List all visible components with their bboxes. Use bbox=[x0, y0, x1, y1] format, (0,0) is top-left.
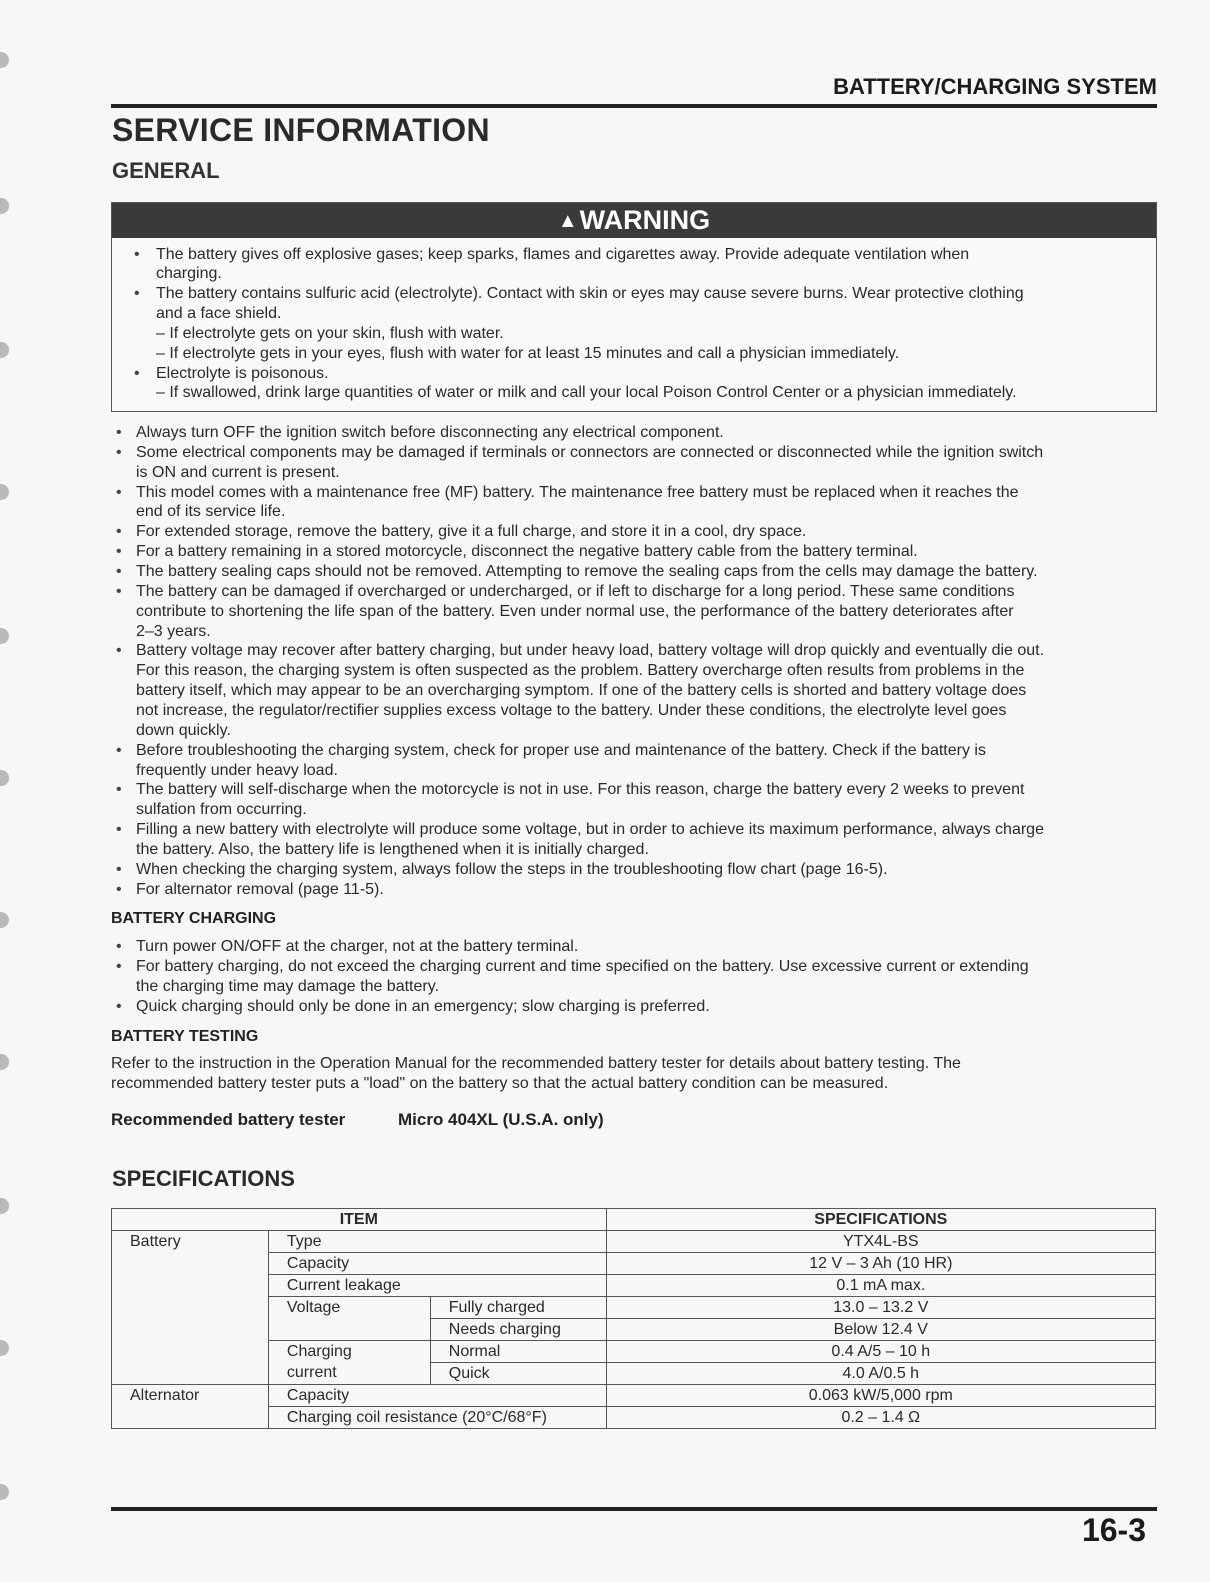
warning-line: The battery gives off explosive gases; keep sparks, flames and cigarettes away. Provide adequate ventilation when bbox=[156, 246, 970, 263]
note-line: Battery voltage may recover after battery charging, but under heavy load, battery voltage will drop quickly and eventually die out. bbox=[136, 642, 1045, 659]
charging-current-label-1: Charging bbox=[286, 1343, 352, 1360]
bullet-icon: • bbox=[116, 881, 122, 898]
bullet-icon: • bbox=[116, 563, 122, 580]
binder-hole bbox=[0, 770, 9, 786]
value-normal: 0.4 A/5 – 10 h bbox=[606, 1341, 1155, 1363]
bullet-icon: • bbox=[116, 742, 122, 759]
warning-box bbox=[111, 202, 1157, 412]
note-line: contribute to shortening the life span of the battery. Even under normal use, the performance of the battery deteriorates after bbox=[136, 603, 1014, 620]
note-line: sulfation from occurring. bbox=[136, 801, 307, 818]
item-type: Type bbox=[268, 1231, 606, 1253]
note-line: battery itself, which may appear to be an overcharging symptom. If one of the battery cells is shorted and battery voltage does bbox=[136, 682, 1027, 699]
value-type: YTX4L-BS bbox=[606, 1231, 1155, 1253]
tester-value: Micro 404XL (U.S.A. only) bbox=[398, 1110, 604, 1129]
binder-hole bbox=[0, 912, 9, 928]
table-row bbox=[112, 1385, 1156, 1407]
column-header-specifications: SPECIFICATIONS bbox=[606, 1209, 1155, 1231]
item-current-leakage: Current leakage bbox=[268, 1275, 606, 1297]
warning-banner bbox=[112, 203, 1156, 238]
bullet-icon: • bbox=[116, 642, 122, 659]
warning-line: Electrolyte is poisonous. bbox=[156, 365, 329, 382]
note-line: Always turn OFF the ignition switch before disconnecting any electrical component. bbox=[136, 424, 724, 441]
warning-line: – If electrolyte gets on your skin, flush with water. bbox=[156, 325, 504, 342]
value-alternator-capacity: 0.063 kW/5,000 rpm bbox=[606, 1385, 1155, 1407]
bullet-icon: • bbox=[116, 821, 122, 838]
value-charging-coil-resistance: 0.2 – 1.4 Ω bbox=[606, 1407, 1155, 1429]
item-normal: Normal bbox=[430, 1341, 606, 1363]
table-row bbox=[112, 1231, 1156, 1253]
note-line: This model comes with a maintenance free (MF) battery. The maintenance free battery must be replaced when it reaches the bbox=[136, 484, 1019, 501]
warning-line: – If electrolyte gets in your eyes, flush with water for at least 15 minutes and call a physician immediately. bbox=[156, 345, 900, 362]
bullet-icon: • bbox=[134, 365, 140, 382]
note-line: frequently under heavy load. bbox=[136, 762, 338, 779]
note-line: not increase, the regulator/rectifier supplies excess voltage to the battery. Under these conditions, the electrolyte level goes bbox=[136, 702, 1007, 719]
testing-line: Refer to the instruction in the Operation Manual for the recommended battery tester for details about battery testing. The bbox=[111, 1055, 961, 1072]
warning-line: charging. bbox=[156, 265, 222, 282]
bullet-icon: • bbox=[134, 246, 140, 263]
binder-hole bbox=[0, 342, 9, 358]
table-header-row bbox=[112, 1209, 1156, 1231]
item-quick: Quick bbox=[430, 1363, 606, 1385]
bullet-icon: • bbox=[116, 583, 122, 600]
note-line: The battery can be damaged if overcharged or undercharged, or if left to discharge for a long period. These same conditions bbox=[136, 583, 1015, 600]
value-current-leakage: 0.1 mA max. bbox=[606, 1275, 1155, 1297]
section-title: BATTERY/CHARGING SYSTEM bbox=[833, 74, 1157, 99]
binder-hole bbox=[0, 198, 9, 214]
charging-current-label-2: current bbox=[286, 1364, 337, 1381]
page-number: 16-3 bbox=[1081, 1512, 1146, 1548]
bullet-icon: • bbox=[116, 958, 122, 975]
specifications-table bbox=[111, 1208, 1156, 1429]
binder-hole bbox=[0, 1340, 9, 1356]
note-line: For alternator removal (page 11-5). bbox=[136, 881, 384, 898]
note-line: When checking the charging system, always follow the steps in the troubleshooting flow chart (page 16-5). bbox=[136, 861, 888, 878]
table-row bbox=[112, 1297, 1156, 1319]
binder-hole bbox=[0, 628, 9, 644]
item-fully-charged: Fully charged bbox=[430, 1297, 606, 1319]
table-row bbox=[112, 1253, 1156, 1275]
table-row bbox=[112, 1275, 1156, 1297]
binder-hole bbox=[0, 1484, 9, 1500]
bullet-icon: • bbox=[116, 998, 122, 1015]
note-line: down quickly. bbox=[136, 722, 231, 739]
item-charging-current bbox=[268, 1341, 430, 1385]
warning-line: The battery contains sulfuric acid (electrolyte). Contact with skin or eyes may cause severe burns. Wear protective clothing bbox=[156, 285, 1024, 302]
bullet-icon: • bbox=[116, 543, 122, 560]
note-line: For extended storage, remove the battery, give it a full charge, and store it in a cool, dry space. bbox=[136, 523, 807, 540]
note-line: end of its service life. bbox=[136, 503, 286, 520]
column-header-item: ITEM bbox=[112, 1209, 607, 1231]
value-fully-charged: 13.0 – 13.2 V bbox=[606, 1297, 1155, 1319]
note-line: 2–3 years. bbox=[136, 623, 211, 640]
bullet-icon: • bbox=[116, 861, 122, 878]
note-line: For this reason, the charging system is often suspected as the problem. Battery overcharge often results from problems in the bbox=[136, 662, 1025, 679]
specifications-heading: SPECIFICATIONS bbox=[112, 1166, 295, 1191]
value-capacity: 12 V – 3 Ah (10 HR) bbox=[606, 1253, 1155, 1275]
header-rule bbox=[111, 104, 1157, 108]
tester-label: Recommended battery tester bbox=[111, 1110, 346, 1129]
note-line: For a battery remaining in a stored motorcycle, disconnect the negative battery cable from the battery terminal. bbox=[136, 543, 918, 560]
footer-rule bbox=[111, 1507, 1157, 1511]
item-alternator-capacity: Capacity bbox=[268, 1385, 606, 1407]
bullet-icon: • bbox=[116, 444, 122, 461]
item-needs-charging: Needs charging bbox=[430, 1319, 606, 1341]
warning-title: WARNING bbox=[579, 205, 711, 235]
item-capacity: Capacity bbox=[268, 1253, 606, 1275]
group-alternator: Alternator bbox=[112, 1385, 269, 1429]
charging-line: For battery charging, do not exceed the charging current and time specified on the battery. Use excessive current or extending bbox=[136, 958, 1029, 975]
page-heading: SERVICE INFORMATION bbox=[112, 112, 490, 148]
table-row bbox=[112, 1407, 1156, 1429]
battery-charging-heading: BATTERY CHARGING bbox=[111, 910, 277, 927]
note-line: is ON and current is present. bbox=[136, 464, 340, 481]
table-row bbox=[112, 1341, 1156, 1363]
note-line: the battery. Also, the battery life is lengthened when it is initially charged. bbox=[136, 841, 649, 858]
bullet-icon: • bbox=[116, 484, 122, 501]
item-voltage: Voltage bbox=[268, 1297, 430, 1341]
binder-hole bbox=[0, 484, 9, 500]
bullet-icon: • bbox=[116, 781, 122, 798]
bullet-icon: • bbox=[116, 523, 122, 540]
note-line: Before troubleshooting the charging system, check for proper use and maintenance of the battery. Check if the battery is bbox=[136, 742, 986, 759]
bullet-icon: • bbox=[116, 938, 122, 955]
warning-line: and a face shield. bbox=[156, 305, 282, 322]
binder-hole bbox=[0, 1198, 9, 1214]
value-quick: 4.0 A/0.5 h bbox=[606, 1363, 1155, 1385]
note-line: Filling a new battery with electrolyte will produce some voltage, but in order to achieve its maximum performance, always charge bbox=[136, 821, 1044, 838]
testing-line: recommended battery tester puts a "load" on the battery so that the actual battery condition can be measured. bbox=[111, 1075, 889, 1092]
charging-line: the charging time may damage the battery. bbox=[136, 978, 439, 995]
warning-triangle-icon: ▲ bbox=[557, 210, 578, 232]
value-needs-charging: Below 12.4 V bbox=[606, 1319, 1155, 1341]
bullet-icon: • bbox=[134, 285, 140, 302]
note-line: Some electrical components may be damaged if terminals or connectors are connected or disconnected while the ignition switch bbox=[136, 444, 1044, 461]
bullet-icon: • bbox=[116, 424, 122, 441]
general-heading: GENERAL bbox=[112, 158, 220, 183]
charging-line: Quick charging should only be done in an emergency; slow charging is preferred. bbox=[136, 998, 710, 1015]
charging-line: Turn power ON/OFF at the charger, not at the battery terminal. bbox=[136, 938, 579, 955]
note-line: The battery sealing caps should not be removed. Attempting to remove the sealing caps from the cells may damage the battery. bbox=[136, 563, 1038, 580]
battery-testing-heading: BATTERY TESTING bbox=[111, 1028, 259, 1045]
binder-hole bbox=[0, 1054, 9, 1070]
binder-hole bbox=[0, 52, 9, 68]
group-battery: Battery bbox=[112, 1231, 269, 1385]
note-line: The battery will self-discharge when the motorcycle is not in use. For this reason, charge the battery every 2 weeks to prevent bbox=[136, 781, 1025, 798]
warning-line: – If swallowed, drink large quantities of water or milk and call your local Poison Control Center or a physician immediately. bbox=[156, 384, 1017, 401]
item-charging-coil-resistance: Charging coil resistance (20°C/68°F) bbox=[268, 1407, 606, 1429]
